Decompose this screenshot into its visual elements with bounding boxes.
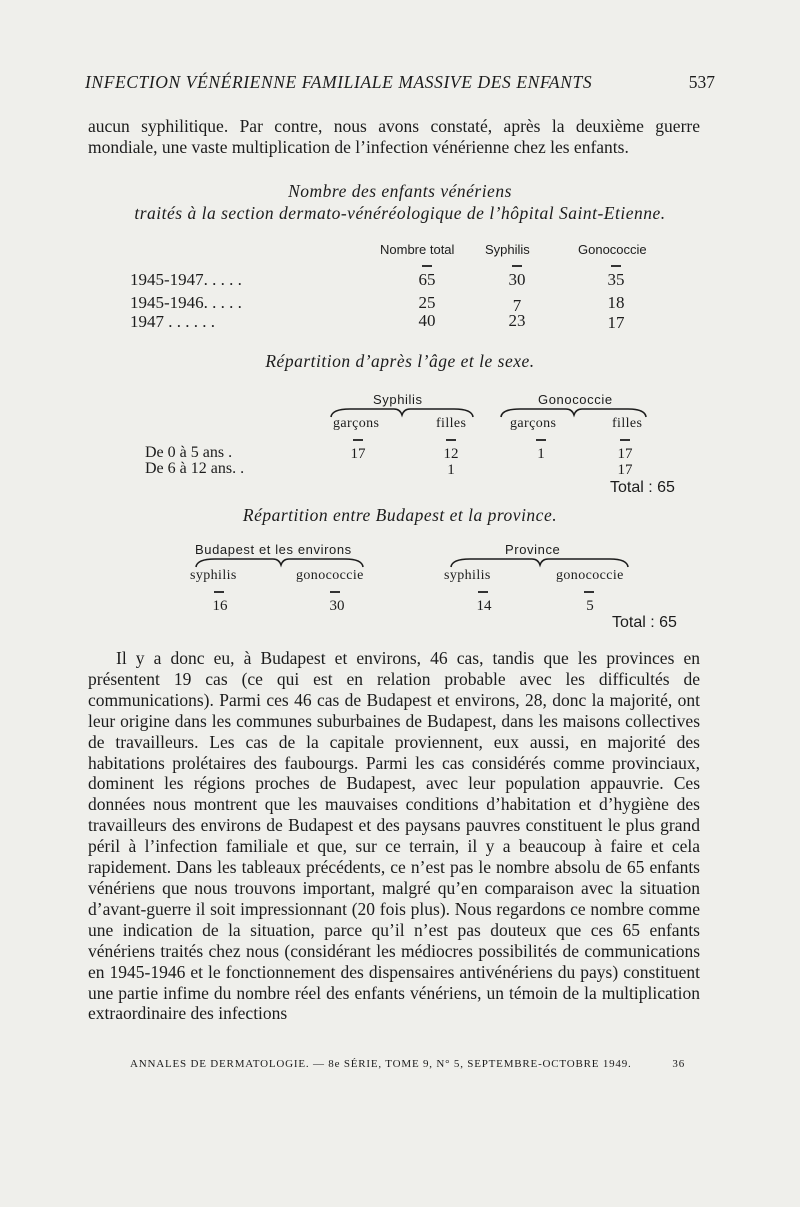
table2-row-label: De 6 à 12 ans. . <box>145 460 245 477</box>
table2-header-rule <box>353 439 363 441</box>
table3-sub-syphilis: syphilis <box>190 568 237 583</box>
table3-cell: 14 <box>476 598 492 614</box>
table1-cell: 35 <box>607 270 625 289</box>
table2-cell: 1 <box>447 462 455 478</box>
table3-header-rule <box>330 591 340 593</box>
table2-sub-filles: filles <box>436 416 467 431</box>
table3-header-rule <box>214 591 224 593</box>
page-number: 537 <box>688 72 715 92</box>
table3-sub-syphilis: syphilis <box>444 568 491 583</box>
table1-header-rule <box>512 265 522 267</box>
table3-cell: 30 <box>329 598 345 614</box>
table3-total: Total : 65 <box>612 614 677 631</box>
table2-sub-filles: filles <box>612 416 643 431</box>
table2-row-label: De 0 à 5 ans . <box>145 444 233 461</box>
table1-header-total: Nombre total <box>380 242 455 257</box>
table2-cell: 17 <box>617 446 633 462</box>
table2-header-rule <box>446 439 456 441</box>
footer-page-ref: 36 <box>672 1058 685 1070</box>
table1-cell: 18 <box>607 293 625 312</box>
table1-cell: 40 <box>418 311 436 330</box>
table3-brace-budapest <box>195 555 365 569</box>
table3-sub-gonococcie: gonococcie <box>556 568 624 583</box>
table1-row-label: 1945-1946. . . . . <box>130 293 242 312</box>
table2-sub-garcons: garçons <box>333 416 380 431</box>
table1-caption <box>40 180 760 224</box>
table2-group-syphilis: Syphilis <box>373 392 423 407</box>
table2-cell: 1 <box>537 446 545 462</box>
table3-brace-province <box>450 555 630 569</box>
table3-cell: 16 <box>212 598 228 614</box>
table3-header-rule <box>584 591 594 593</box>
table1-cell: 30 <box>508 270 526 289</box>
body-paragraph: Il y a donc eu, à Budapest et environs, 46 cas, tandis que les provinces en présentent 19 cas (ce qui est en relation probable avec les difficultés de communications). Parmi ces 46 cas de Budapest et environs, 28, donc la majorité, ont leur origine dans les communes suburbaines de Budapest, dans les maisons collectives de travailleurs. Les cas de la capitale proviennent, eux aussi, en majorité des habitations prolétaires des faubourgs. Parmi les cas considérés comme provinciaux, dominent les régions proches de Budapest, avec leur population appauvrie. Ces données nous montrent que les mauvaises conditions d’habitation et d’hygiène des travailleurs des environs de Budapest et des paysans pauvres constituent le plus grand péril à l’infection familiale et que, sur ce terrain, il y a beaucoup à faire et cela rapidement. Dans les tableaux précédents, ce n’est pas le nombre absolu de 65 enfants vénériens que nous trouvons important, malgré qu’en comparaison avec la situation d’avant-guerre il soit impressionnant (20 fois plus). Nous regardons ce nombre comme une indication de la situation, parce qu’il n’est pas douteux que ces 65 enfants vénériens traités chez nous (considérant les médiocres possibilités de communications en 1945-1946 et le fonctionnement des dispensaires antivénériens du pays) constituent une partie infime du nombre réel des enfants vénériens, un témoin de la multiplication extraordinaire des infections <box>88 648 700 1024</box>
table2-group-gonococcie: Gonococcie <box>538 392 613 407</box>
table1-cell: 17 <box>607 313 625 332</box>
table1-row-label: 1945-1947. . . . . <box>130 270 242 289</box>
table2-cell: 17 <box>350 446 366 462</box>
table1-header-rule <box>422 265 432 267</box>
table3-group-province: Province <box>505 542 561 557</box>
table1-cell: 25 <box>418 293 436 312</box>
running-head-title: INFECTION VÉNÉRIENNE FAMILIALE MASSIVE DES ENFANTS <box>85 72 593 92</box>
table1-cell: 7 <box>512 296 522 315</box>
running-head <box>85 72 715 93</box>
table2-cell: 17 <box>617 462 633 478</box>
table2-total: Total : 65 <box>610 479 675 496</box>
table2-sub-garcons: garçons <box>510 416 557 431</box>
table3-sub-gonococcie: gonococcie <box>296 568 364 583</box>
table2-cell: 12 <box>443 446 459 462</box>
table1-cell: 23 <box>508 311 526 330</box>
table1-caption-line1: Nombre des enfants vénériens <box>288 181 512 201</box>
table1-header-syphilis: Syphilis <box>485 242 530 257</box>
body-text <box>88 648 700 1024</box>
table3-header-rule <box>478 591 488 593</box>
table1-row-label: 1947 . . . . . . <box>130 312 215 331</box>
table2-caption: Répartition d’après l’âge et le sexe. <box>265 351 535 371</box>
table1-header-rule <box>611 265 621 267</box>
table3-caption: Répartition entre Budapest et la province. <box>242 505 558 525</box>
table1-header-gonococcie: Gonococcie <box>578 242 647 257</box>
table1-caption-line2: traités à la section dermato-vénéréologique de l’hôpital Saint-Etienne. <box>134 203 666 223</box>
table2-header-rule <box>620 439 630 441</box>
table1-cell: 65 <box>418 270 436 289</box>
table2-header-rule <box>536 439 546 441</box>
footer-journal: ANNALES DE DERMATOLOGIE. — 8e SÉRIE, TOME 9, N° 5, SEPTEMBRE-OCTOBRE 1949. <box>130 1058 632 1070</box>
table3-group-budapest: Budapest et les environs <box>195 542 352 557</box>
footer <box>130 1058 685 1070</box>
table3-cell: 5 <box>586 598 594 614</box>
intro-paragraph: aucun syphilitique. Par contre, nous avons constaté, après la deuxième guerre mondiale, une vaste multiplication de l’infection vénérienne chez les enfants. <box>88 116 700 157</box>
